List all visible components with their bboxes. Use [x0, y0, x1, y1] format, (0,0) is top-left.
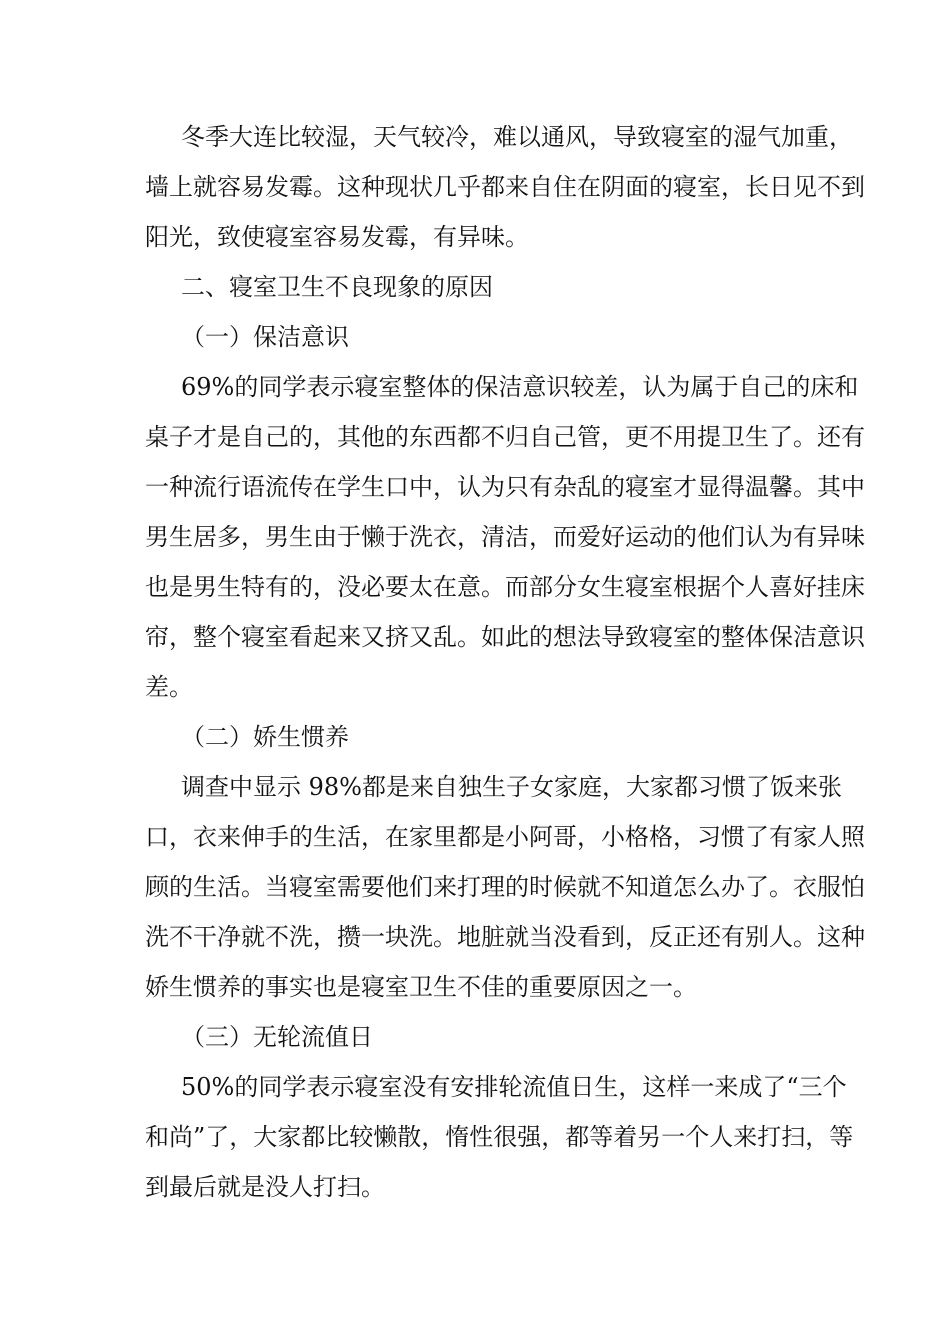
text-line: 墙上就容易发霉。这种现状几乎都来自住在阴面的寝室，长日见不到: [145, 173, 865, 201]
text-line: 男生居多，男生由于懒于洗衣，清洁，而爱好运动的他们认为有异味: [145, 523, 865, 551]
subheading-cleaning-awareness: （一）保洁意识: [181, 323, 349, 351]
text-line: 口，衣来伸手的生活，在家里都是小阿哥，小格格，习惯了有家人照: [145, 823, 865, 851]
text-line: 50%的同学表示寝室没有安排轮流值日生，这样一来成了“三个: [181, 1073, 847, 1101]
paragraph-no-duty-rotation: [145, 1062, 854, 1212]
subheading-no-duty-rotation: （三）无轮流值日: [181, 1023, 373, 1051]
paragraph-dalian-winter: [145, 112, 865, 262]
text-line: 桌子才是自己的，其他的东西都不归自己管，更不用提卫生了。还有: [145, 423, 865, 451]
subheading-spoiled: （二）娇生惯养: [181, 723, 349, 751]
text-line: 和尚”了，大家都比较懒散，惰性很强，都等着另一个人来打扫，等: [145, 1123, 854, 1151]
text-line: 娇生惯养的事实也是寝室卫生不佳的重要原因之一。: [145, 973, 697, 1001]
text-line: 顾的生活。当寝室需要他们来打理的时候就不知道怎么办了。衣服怕: [145, 873, 865, 901]
document-body: [145, 112, 865, 1212]
text-line: 洗不干净就不洗，攒一块洗。地脏就当没看到，反正还有别人。这种: [145, 923, 865, 951]
paragraph-cleaning-awareness: [145, 362, 865, 712]
text-line: 69%的同学表示寝室整体的保洁意识较差，认为属于自己的床和: [181, 373, 859, 401]
text-line: 一种流行语流传在学生口中，认为只有杂乱的寝室才显得温馨。其中: [145, 473, 865, 501]
text-line: 阳光，致使寝室容易发霉，有异味。: [145, 223, 529, 251]
text-line: 到最后就是没人打扫。: [145, 1173, 385, 1201]
paragraph-spoiled: [145, 762, 865, 1012]
text-line: 也是男生特有的，没必要太在意。而部分女生寝室根据个人喜好挂床: [145, 573, 865, 601]
text-line: 调查中显示 98%都是来自独生子女家庭，大家都习惯了饭来张: [181, 773, 842, 801]
text-line: 冬季大连比较湿，天气较冷，难以通风，导致寝室的湿气加重，: [181, 123, 853, 151]
text-line: 差。: [145, 673, 193, 701]
text-line: 帘，整个寝室看起来又挤又乱。如此的想法导致寝室的整体保洁意识: [145, 623, 865, 651]
section-heading-causes: 二、寝室卫生不良现象的原因: [181, 273, 493, 301]
